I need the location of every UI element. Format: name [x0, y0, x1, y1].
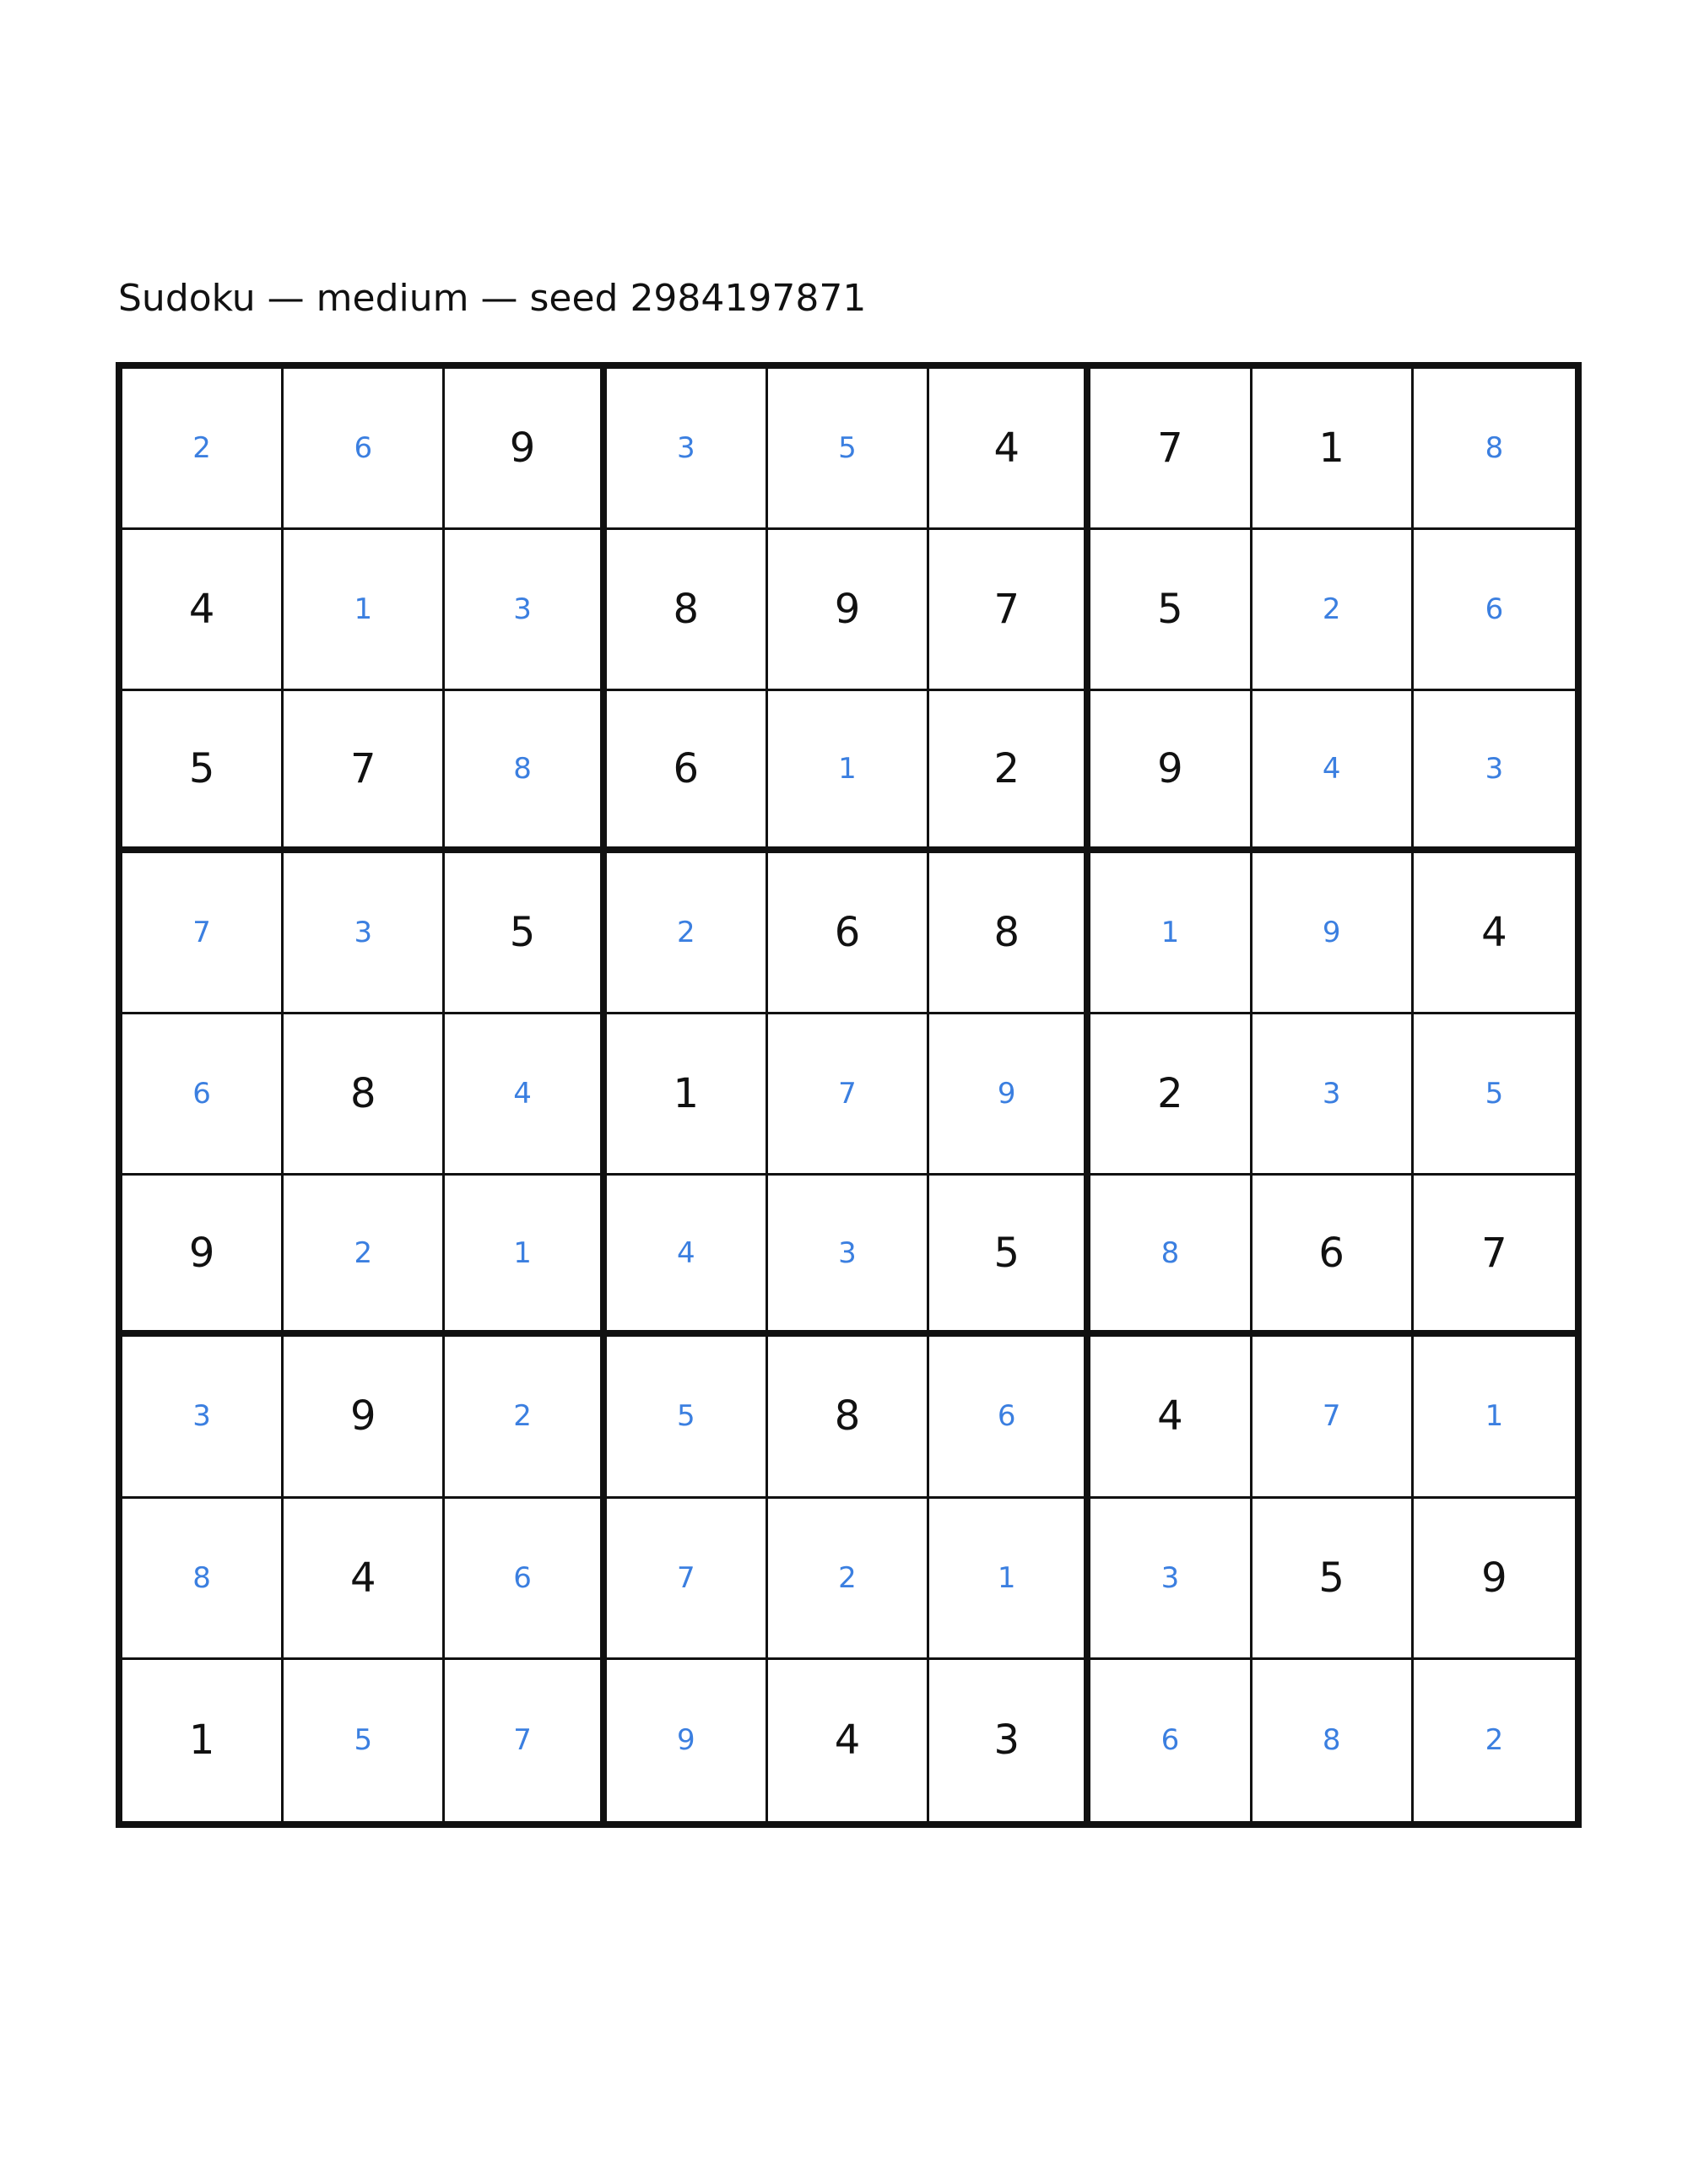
- given-cell: 9: [1414, 1499, 1575, 1660]
- filled-cell[interactable]: 5: [607, 1337, 768, 1498]
- filled-cell[interactable]: 2: [445, 1337, 606, 1498]
- given-cell: 9: [122, 1176, 284, 1337]
- filled-cell[interactable]: 1: [445, 1176, 606, 1337]
- filled-cell[interactable]: 7: [445, 1660, 606, 1821]
- puzzle-title: Sudoku — medium — seed 2984197871: [118, 277, 867, 320]
- filled-cell[interactable]: 6: [929, 1337, 1090, 1498]
- filled-cell[interactable]: 5: [284, 1660, 445, 1821]
- given-cell: 7: [929, 530, 1090, 691]
- filled-cell[interactable]: 1: [768, 691, 929, 852]
- filled-cell[interactable]: 7: [768, 1014, 929, 1176]
- given-cell: 4: [929, 369, 1090, 530]
- given-cell: 5: [445, 853, 606, 1014]
- filled-cell[interactable]: 6: [445, 1499, 606, 1660]
- filled-cell[interactable]: 8: [1090, 1176, 1252, 1337]
- filled-cell[interactable]: 3: [284, 853, 445, 1014]
- filled-cell[interactable]: 5: [768, 369, 929, 530]
- filled-cell[interactable]: 3: [445, 530, 606, 691]
- given-cell: 5: [929, 1176, 1090, 1337]
- filled-cell[interactable]: 7: [1252, 1337, 1414, 1498]
- given-cell: 7: [1414, 1176, 1575, 1337]
- filled-cell[interactable]: 4: [1252, 691, 1414, 852]
- filled-cell[interactable]: 7: [122, 853, 284, 1014]
- given-cell: 6: [607, 691, 768, 852]
- filled-cell[interactable]: 9: [1252, 853, 1414, 1014]
- given-cell: 4: [768, 1660, 929, 1821]
- given-cell: 1: [607, 1014, 768, 1176]
- given-cell: 4: [122, 530, 284, 691]
- given-cell: 4: [1414, 853, 1575, 1014]
- given-cell: 5: [1252, 1499, 1414, 1660]
- given-cell: 8: [768, 1337, 929, 1498]
- given-cell: 2: [929, 691, 1090, 852]
- filled-cell[interactable]: 8: [1252, 1660, 1414, 1821]
- filled-cell[interactable]: 7: [607, 1499, 768, 1660]
- given-cell: 7: [284, 691, 445, 852]
- given-cell: 1: [122, 1660, 284, 1821]
- filled-cell[interactable]: 2: [768, 1499, 929, 1660]
- filled-cell[interactable]: 8: [122, 1499, 284, 1660]
- given-cell: 5: [122, 691, 284, 852]
- given-cell: 5: [1090, 530, 1252, 691]
- given-cell: 9: [445, 369, 606, 530]
- filled-cell[interactable]: 2: [284, 1176, 445, 1337]
- filled-cell[interactable]: 3: [607, 369, 768, 530]
- filled-cell[interactable]: 2: [1485, 1723, 1504, 1758]
- given-cell: 8: [929, 853, 1090, 1014]
- filled-cell[interactable]: 3: [1252, 1014, 1414, 1176]
- filled-cell[interactable]: 4: [607, 1176, 768, 1337]
- given-cell: 8: [284, 1014, 445, 1176]
- given-cell: 2: [1090, 1014, 1252, 1176]
- given-cell: 1: [1252, 369, 1414, 530]
- filled-cell[interactable]: 6: [284, 369, 445, 530]
- given-cell: 4: [284, 1499, 445, 1660]
- filled-cell[interactable]: 3: [122, 1337, 284, 1498]
- sudoku-board: [116, 362, 1582, 1828]
- filled-cell[interactable]: 8: [445, 691, 606, 852]
- filled-cell[interactable]: 1: [1090, 853, 1252, 1014]
- given-cell: 6: [1252, 1176, 1414, 1337]
- given-cell: 3: [929, 1660, 1090, 1821]
- filled-cell[interactable]: 9: [929, 1014, 1090, 1176]
- given-cell: 7: [1090, 369, 1252, 530]
- filled-cell[interactable]: 4: [445, 1014, 606, 1176]
- filled-cell[interactable]: 2: [122, 369, 284, 530]
- filled-cell[interactable]: 6: [1090, 1660, 1252, 1821]
- given-cell: 9: [768, 530, 929, 691]
- filled-cell[interactable]: 1: [1414, 1337, 1575, 1498]
- filled-cell[interactable]: 2: [607, 853, 768, 1014]
- filled-cell[interactable]: 8: [1414, 369, 1575, 530]
- filled-cell[interactable]: 9: [607, 1660, 768, 1821]
- filled-cell[interactable]: 6: [122, 1014, 284, 1176]
- filled-cell[interactable]: 6: [1414, 530, 1575, 691]
- given-cell: 9: [1090, 691, 1252, 852]
- given-cell: 9: [284, 1337, 445, 1498]
- filled-cell[interactable]: 3: [1090, 1499, 1252, 1660]
- filled-cell[interactable]: 5: [1414, 1014, 1575, 1176]
- filled-cell[interactable]: 3: [768, 1176, 929, 1337]
- given-cell: 4: [1090, 1337, 1252, 1498]
- given-cell: 6: [768, 853, 929, 1014]
- filled-cell[interactable]: 2: [1252, 530, 1414, 691]
- given-cell: 8: [607, 530, 768, 691]
- filled-cell[interactable]: 3: [1414, 691, 1575, 852]
- filled-cell[interactable]: 1: [284, 530, 445, 691]
- filled-cell[interactable]: 1: [929, 1499, 1090, 1660]
